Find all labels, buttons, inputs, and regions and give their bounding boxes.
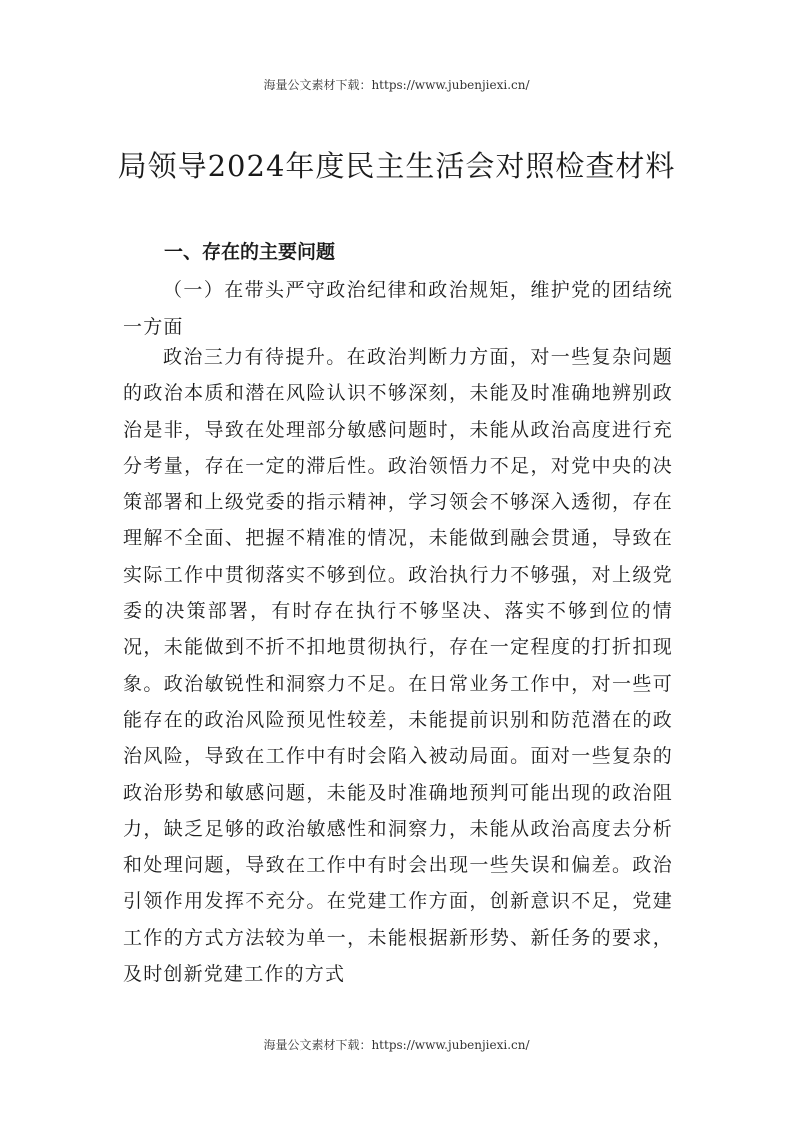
- sub-heading: （一）在带头严守政治纪律和政治规矩，维护党的团结统一方面: [123, 279, 673, 338]
- header-watermark-note: 海量公文素材下载：https://www.jubenjiexi.cn/: [263, 78, 530, 92]
- section-heading: 一、存在的主要问题: [164, 241, 336, 263]
- document-title: 局领导2024年度民主生活会对照检查材料: [117, 149, 676, 183]
- body-paragraph: 政治三力有待提升。在政治判断力方面，对一些复杂问题的政治本质和潜在风险认识不够深刻，未能及时准确地辨别政治是非，导致在处理部分敏感问题时，未能从政治高度进行充分考量，存在一定的滞后性。政治领悟力不足，对党中央的决策部署和上级党委的指示精神，学习领会不够深入透彻，存在理解不全面、把握不精准的情况，未能做到融会贯通，导致在实际工作中贯彻落实不够到位。政治执行力不够强，对上级党委的决策部署，有时存在执行不够坚决、落实不够到位的情况，未能做到不折不扣地贯彻执行，存在一定程度的打折扣现象。政治敏锐性和洞察力不足。在日常业务工作中，对一些可能存在的政治风险预见性较差，未能提前识别和防范潜在的政治风险，导致在工作中有时会陷入被动局面。面对一些复杂的政治形势和敏感问题，未能及时准确地预判可能出现的政治阻力，缺乏足够的政治敏感性和洞察力，未能从政治高度去分析和处理问题，导致在工作中有时会出现一些失误和偏差。政治引领作用发挥不充分。在党建工作方面，创新意识不足，党建工作的方式方法较为单一，未能根据新形势、新任务的要求，及时创新党建工作的方式: [123, 346, 673, 986]
- footer-watermark-note: 海量公文素材下载：https://www.jubenjiexi.cn/: [263, 1038, 530, 1052]
